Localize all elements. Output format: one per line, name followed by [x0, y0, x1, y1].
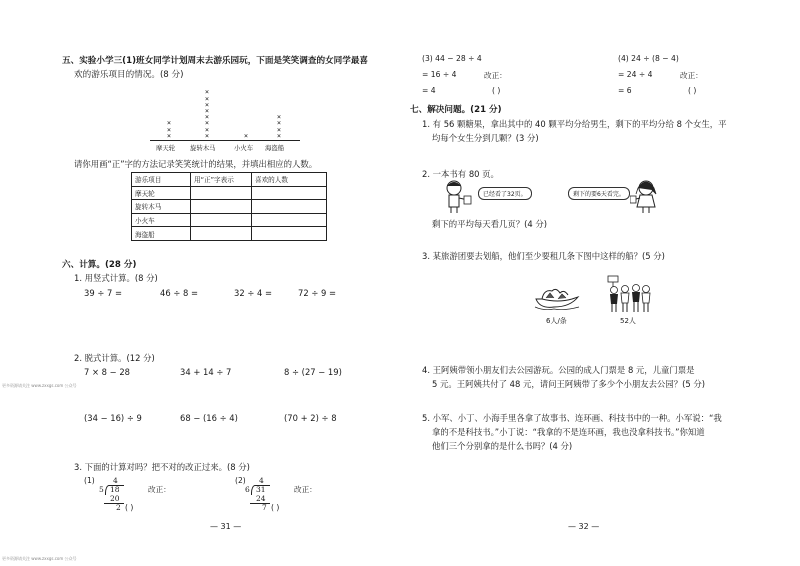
- q3a-remainder: 2: [116, 503, 121, 512]
- chart-marker: ×: [204, 88, 210, 97]
- q3a-answer-paren[interactable]: ( ): [125, 503, 134, 512]
- answer-cell[interactable]: [252, 186, 327, 200]
- answer-cell[interactable]: [191, 227, 252, 241]
- chart-marker: ×: [204, 113, 210, 122]
- q3d-answer-paren[interactable]: ( ): [688, 86, 697, 95]
- chart-marker: ×: [204, 94, 210, 103]
- chart-column-海盗船: [274, 114, 284, 139]
- table-cell: 小火车: [132, 213, 191, 227]
- chart-label-3: 海盗船: [265, 144, 285, 152]
- q2-title: 2. 脱式计算。(12 分): [74, 353, 155, 363]
- table-row: [132, 227, 327, 241]
- chart-marker: ×: [243, 131, 249, 140]
- chart-marker: ×: [276, 131, 282, 140]
- q3b-num: (2): [235, 476, 246, 485]
- p2-question: 剩下的平均每天看几页？(4 分): [432, 219, 548, 229]
- q3b-answer-paren[interactable]: ( ): [271, 503, 280, 512]
- table-header: 游乐项目: [132, 173, 191, 187]
- chart-marker: ×: [204, 119, 210, 128]
- q3c-fix-label: 改正：: [484, 71, 507, 80]
- q3a-fix-label: 改正：: [148, 485, 171, 494]
- survey-table: [131, 172, 327, 241]
- q3a-divisor: 5: [99, 485, 104, 494]
- watermark-text: 更多资源请关注 www.zxxgs.com 公众号: [2, 383, 77, 388]
- q3b-dividend: 31: [256, 485, 266, 494]
- section5-instruction: 请你用画“正”字的方法记录笑笑统计的结果，并填出相应的人数。: [74, 159, 318, 169]
- chart-column-摩天轮: [164, 120, 174, 139]
- table-cell: 摩天轮: [132, 186, 191, 200]
- answer-cell[interactable]: [252, 200, 327, 214]
- answer-cell[interactable]: [252, 213, 327, 227]
- chart-column-旋转木马: [202, 89, 212, 139]
- q3d-step2: = 6: [618, 86, 632, 95]
- chart-column-小火车: [241, 133, 251, 139]
- chart-label-2: 小火车: [234, 144, 254, 152]
- q2-item: 34 + 14 ÷ 7: [180, 367, 232, 377]
- p4-line2: 5 元。王阿姨共付了 48 元，请问王阿姨带了多少个小朋友去公园？(5 分): [432, 379, 705, 389]
- chart-marker: ×: [276, 125, 282, 134]
- q3b-remainder: 7: [262, 503, 267, 512]
- section7-title: 七、解决问题。(21 分): [410, 105, 502, 115]
- q3a-quotient: 4: [113, 476, 118, 485]
- table-cell: 旋转木马: [132, 200, 191, 214]
- p1-line1: 1. 有 56 颗糖果，拿出其中的 40 颗平均分给男生，剩下的平均分给 8 个女生，平: [422, 119, 727, 129]
- q3b-product: 24: [256, 494, 266, 503]
- chart-marker: ×: [276, 119, 282, 128]
- page-32: [400, 0, 800, 566]
- chart-marker: ×: [204, 131, 210, 140]
- q1-item: 72 ÷ 9 =: [298, 288, 337, 298]
- boat-capacity-label: 6人/条: [546, 317, 567, 325]
- q2-item: 68 − (16 ÷ 4): [180, 413, 238, 423]
- speech-bubble-girl: 剩下的要6天看完。: [568, 187, 630, 200]
- q3c-step1: = 16 ÷ 4: [422, 70, 457, 79]
- p5-line3: 他们三个分别拿的是什么书吗？(4 分): [432, 441, 573, 451]
- table-header-row: [132, 173, 327, 187]
- answer-cell[interactable]: [191, 186, 252, 200]
- section5-title-line1: 五、实验小学三(1)班女同学计划周末去游乐园玩，下面是笑笑调查的女同学最喜: [62, 56, 369, 66]
- table-row: [132, 200, 327, 214]
- chart-marker: ×: [204, 100, 210, 109]
- p5-line2: 拿的不是科技书。”小丁说：“我拿的不是连环画，我也没拿科技书。”你知道: [432, 427, 705, 437]
- page-number: — 32 —: [568, 522, 600, 531]
- q1-item: 46 ÷ 8 =: [160, 288, 199, 298]
- watermark-text-bottom: 更多资源请关注 www.zxxgs.com 公众号: [2, 556, 77, 561]
- q2-item: 8 ÷ (27 − 19): [284, 367, 342, 377]
- q3b-divisor: 6: [245, 485, 250, 494]
- q3-title: 3. 下面的计算对吗？把不对的改正过来。(8 分): [74, 462, 250, 472]
- chart-marker: ×: [166, 119, 172, 128]
- tour-group-illustration: [606, 274, 652, 314]
- answer-cell[interactable]: [191, 213, 252, 227]
- table-header: 用“正”字表示: [191, 173, 252, 187]
- chart-baseline: [150, 140, 300, 141]
- q3b-fix-label: 改正：: [294, 485, 317, 494]
- girl-reading-illustration: [630, 178, 660, 214]
- q2-item: 7 × 8 − 28: [84, 367, 130, 377]
- q1-item: 32 ÷ 4 =: [234, 288, 273, 298]
- p2-title: 2. 一本书有 80 页。: [422, 169, 499, 179]
- table-header: 喜欢的人数: [252, 173, 327, 187]
- q3c-label: (3) 44 − 28 ÷ 4: [422, 54, 482, 63]
- division-line: [250, 503, 270, 504]
- p3-title: 3. 某旅游团要去划船，他们至少要租几条下图中这样的船？(5 分): [422, 251, 665, 261]
- chart-marker: ×: [276, 113, 282, 122]
- p4-line1: 4. 王阿姨带领小朋友们去公园游玩。公园的成人门票是 8 元，儿童门票是: [422, 365, 695, 375]
- q3b-quotient: 4: [259, 476, 264, 485]
- chart-label-1: 旋转木马: [190, 144, 216, 152]
- table-cell: 海盗船: [132, 227, 191, 241]
- q3a-dividend: 18: [110, 485, 120, 494]
- q1-title: 1. 用竖式计算。(8 分): [74, 273, 158, 283]
- section5-title-line2: 欢的游乐项目的情况。(8 分): [74, 70, 184, 80]
- p1-line2: 均每个女生分到几颗？(3 分): [432, 133, 539, 143]
- q3d-step1: = 24 ÷ 4: [618, 70, 653, 79]
- boy-reading-illustration: [442, 178, 472, 214]
- section6-title: 六、计算。(28 分): [62, 260, 137, 270]
- division-line: [104, 503, 124, 504]
- q2-item: (34 − 16) ÷ 9: [84, 413, 142, 423]
- q3a-num: (1): [84, 476, 95, 485]
- p5-line1: 5. 小军、小丁、小海手里各拿了故事书、连环画、科技书中的一种。小军说：“我: [422, 413, 722, 423]
- speech-bubble-boy: 已经看了32页。: [478, 187, 532, 200]
- page-number: — 31 —: [210, 522, 242, 531]
- q3d-label: (4) 24 ÷ (8 − 4): [618, 54, 679, 63]
- chart-marker: ×: [204, 125, 210, 134]
- table-row: [132, 186, 327, 200]
- group-size-label: 52人: [620, 317, 636, 325]
- q1-item: 39 ÷ 7 =: [84, 288, 123, 298]
- boat-illustration: [534, 285, 580, 311]
- q3c-step2: = 4: [422, 86, 436, 95]
- chart-marker: ×: [166, 131, 172, 140]
- answer-cell[interactable]: [252, 227, 327, 241]
- chart-marker: ×: [204, 107, 210, 115]
- answer-cell[interactable]: [191, 200, 252, 214]
- q2-item: (70 + 2) ÷ 8: [284, 413, 337, 423]
- q3a-product: 20: [110, 494, 120, 503]
- q3c-answer-paren[interactable]: ( ): [492, 86, 501, 95]
- chart-marker: ×: [166, 125, 172, 134]
- q3d-fix-label: 改正：: [680, 71, 703, 80]
- chart-label-0: 摩天轮: [156, 144, 176, 152]
- table-row: [132, 213, 327, 227]
